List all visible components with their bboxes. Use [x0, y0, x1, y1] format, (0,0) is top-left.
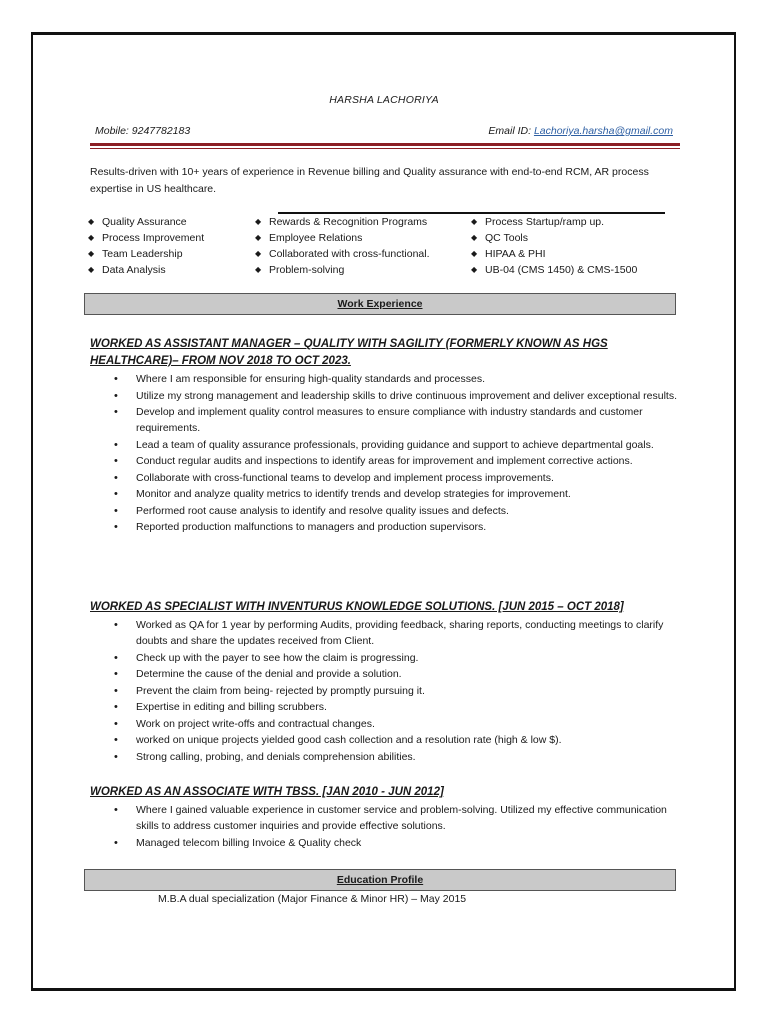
list-item: • Work on project write-offs and contractual changes. — [112, 716, 678, 732]
diamond-bullet-icon: ◆ — [255, 233, 262, 242]
skill-item: ◆ Rewards & Recognition Programs — [255, 216, 428, 228]
list-item: • Reported production malfunctions to managers and production supervisors. — [112, 519, 678, 535]
list-item: • Conduct regular audits and inspections to identify areas for improvement and implement corrective actions. — [112, 453, 678, 469]
header-rule-thin — [90, 148, 680, 149]
skill-item: ◆ Process Startup/ramp up. — [471, 216, 605, 228]
diamond-bullet-icon: ◆ — [471, 249, 478, 258]
skill-item: ◆ Employee Relations — [255, 232, 363, 244]
mobile-number: 9247782183 — [131, 125, 191, 137]
section-heading-work-experience: Work Experience — [84, 293, 676, 315]
skills-col-1 — [88, 214, 204, 278]
list-item: • Where I gained valuable experience in customer service and problem-solving. Utilized my effective communication skills to address customer inquiries and provide effective solutions. — [112, 802, 678, 834]
list-item: • Worked as QA for 1 year by performing Audits, providing feedback, sharing reports, conducting meetings to clarify doubts and share the updates received from Client. — [112, 617, 678, 649]
diamond-bullet-icon: ◆ — [471, 217, 478, 226]
diamond-bullet-icon: ◆ — [471, 265, 478, 274]
list-item: • worked on unique projects yielded good cash collection and a resolution rate (high & low $). — [112, 732, 678, 748]
skills-col-3 — [471, 214, 637, 278]
contact-row — [95, 125, 673, 137]
skill-item: ◆ Data Analysis — [88, 264, 166, 276]
skill-item: ◆ Collaborated with cross-functional. — [255, 248, 430, 260]
header-rule — [90, 143, 680, 146]
job-title: WORKED AS SPECIALIST WITH INVENTURUS KNOWLEDGE SOLUTIONS. [JUN 2015 – OCT 2018] — [90, 601, 624, 613]
list-item: • Strong calling, probing, and denials comprehension abilities. — [112, 749, 678, 765]
list-item: • Where I am responsible for ensuring high-quality standards and processes. — [112, 371, 678, 387]
job-bullets — [112, 371, 678, 536]
diamond-bullet-icon: ◆ — [255, 217, 262, 226]
skill-item: ◆ QC Tools — [471, 232, 528, 244]
skill-item: ◆ Problem-solving — [255, 264, 345, 276]
list-item: • Collaborate with cross-functional teams to develop and implement process improvements. — [112, 470, 678, 486]
list-item: • Expertise in editing and billing scrubbers. — [112, 699, 678, 715]
mobile-label: Mobile: — [95, 125, 129, 137]
skill-item: ◆ Quality Assurance — [88, 216, 187, 228]
skills-col-2 — [255, 214, 430, 278]
education-entry: M.B.A dual specialization (Major Finance & Minor HR) – May 2015 — [158, 893, 467, 905]
diamond-bullet-icon: ◆ — [88, 265, 95, 274]
section-heading-education: Education Profile — [84, 869, 676, 891]
email-link[interactable]: Lachoriya.harsha@gmail.com — [533, 125, 673, 137]
mobile-info — [95, 125, 190, 137]
skill-item: ◆ Team Leadership — [88, 248, 183, 260]
list-item: • Utilize my strong management and leadership skills to drive continuous improvement and deliver exceptional results. — [112, 388, 678, 404]
list-item: • Prevent the claim from being- rejected by promptly pursuing it. — [112, 683, 678, 699]
summary-text: Results-driven with 10+ years of experience in Revenue billing and Quality assurance with end-to-end RCM, AR process expertise in US healthcare. — [90, 166, 649, 195]
list-item: • Lead a team of quality assurance professionals, providing guidance and support to achieve departmental goals. — [112, 437, 678, 453]
skill-item: ◆ HIPAA & PHI — [471, 248, 546, 260]
list-item: • Managed telecom billing Invoice & Quality check — [112, 835, 678, 851]
email-label: Email ID: — [488, 125, 532, 137]
job-bullets — [112, 617, 678, 765]
diamond-bullet-icon: ◆ — [471, 233, 478, 242]
candidate-name: HARSHA LACHORIYA — [329, 94, 439, 106]
job-title: WORKED AS ASSISTANT MANAGER – QUALITY WITH SAGILITY (FORMERLY KNOWN AS HGS HEALTHCARE)– FROM NOV 2018 TO OCT 2023. — [90, 338, 608, 367]
list-item: • Determine the cause of the denial and provide a solution. — [112, 666, 678, 682]
list-item: • Check up with the payer to see how the claim is progressing. — [112, 650, 678, 666]
list-item: • Develop and implement quality control measures to ensure compliance with industry standards and customer requirements. — [112, 404, 678, 436]
job-title: WORKED AS AN ASSOCIATE WITH TBSS. [JAN 2010 - JUN 2012] — [90, 786, 444, 798]
skill-item: ◆ UB-04 (CMS 1450) & CMS-1500 — [471, 264, 638, 276]
diamond-bullet-icon: ◆ — [88, 233, 95, 242]
email-info — [488, 125, 673, 137]
diamond-bullet-icon: ◆ — [255, 265, 262, 274]
job-bullets — [112, 802, 678, 851]
diamond-bullet-icon: ◆ — [88, 249, 95, 258]
list-item: • Monitor and analyze quality metrics to identify trends and develop strategies for improvement. — [112, 486, 678, 502]
diamond-bullet-icon: ◆ — [88, 217, 95, 226]
list-item: • Performed root cause analysis to identify and resolve quality issues and defects. — [112, 503, 678, 519]
diamond-bullet-icon: ◆ — [255, 249, 262, 258]
skill-item: ◆ Process Improvement — [88, 232, 205, 244]
